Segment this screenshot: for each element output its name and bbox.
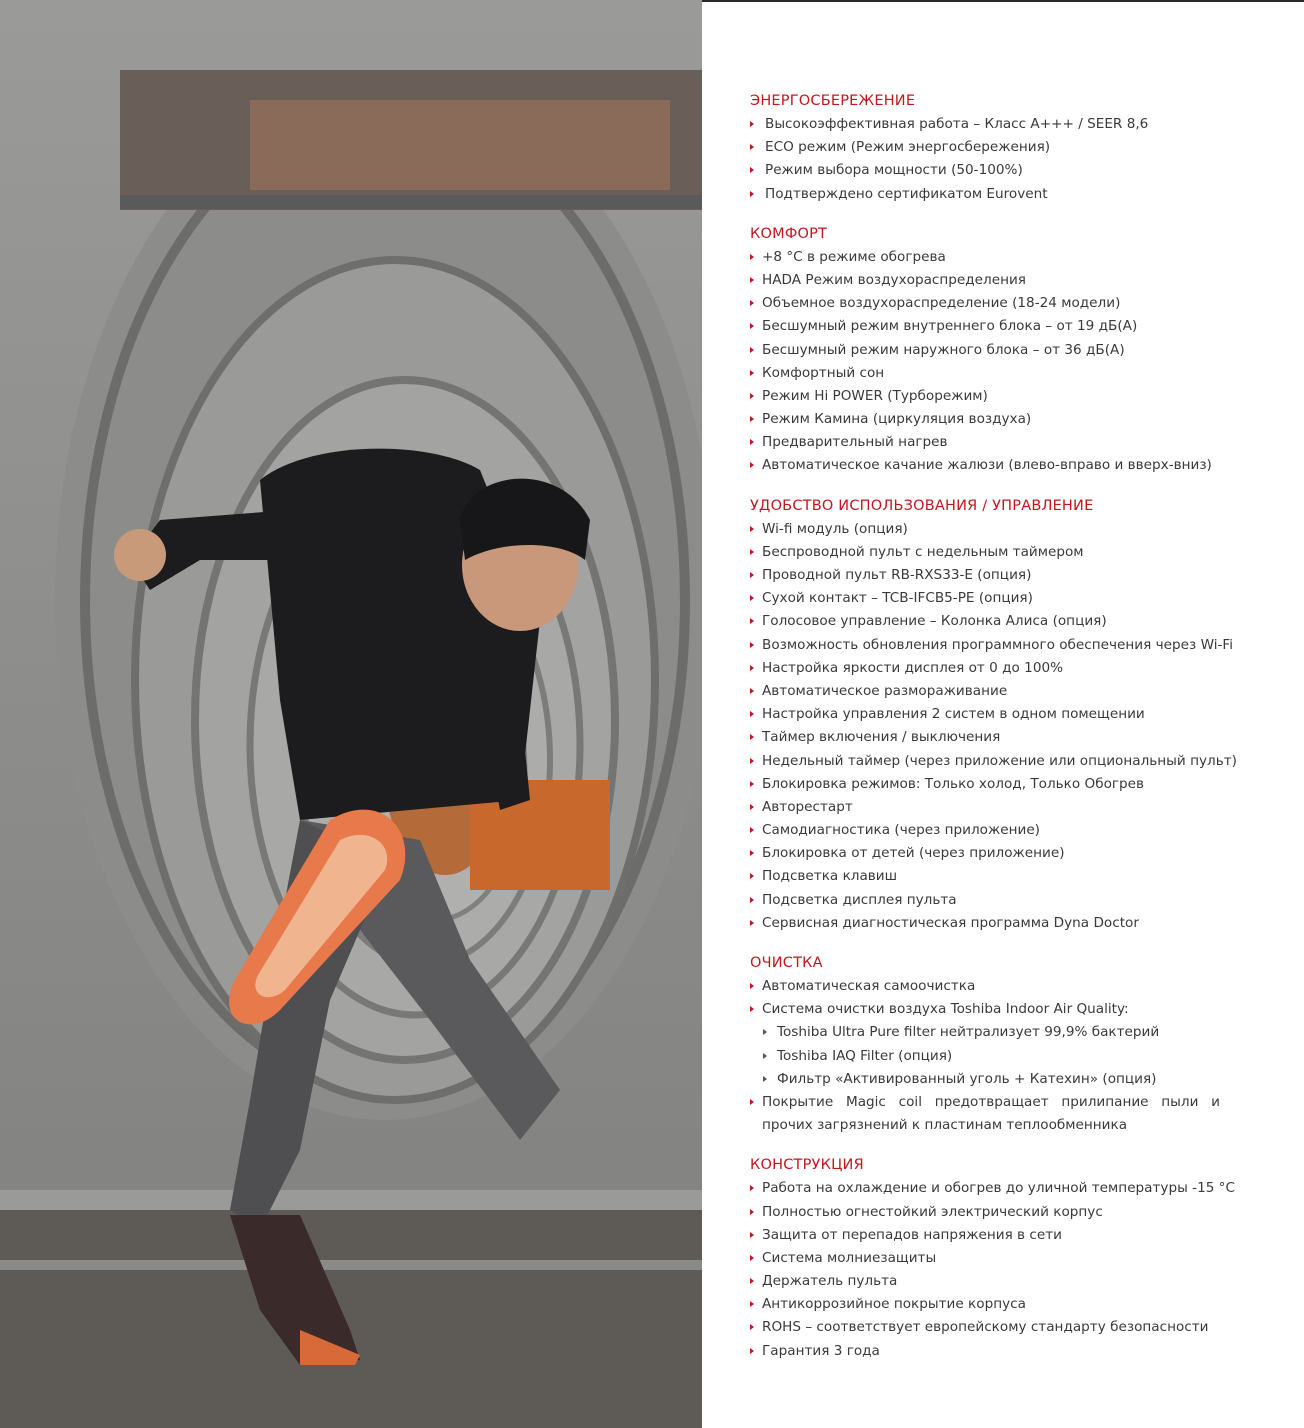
bullet-arrow-icon: [750, 1348, 754, 1354]
bullet-arrow-icon: [750, 1278, 754, 1284]
bullet-arrow-icon: [750, 393, 754, 399]
list-item: [750, 362, 1220, 385]
bullet-arrow-icon: [750, 595, 754, 601]
list-item: [750, 136, 1220, 159]
list-item: [750, 1293, 1220, 1316]
bullet-arrow-icon: [750, 642, 754, 648]
list-item-text: Бесшумный режим внутреннего блока – от 19 дБ(А): [762, 318, 1138, 335]
list-item: [750, 408, 1220, 431]
list-item-text: Гарантия 3 года: [762, 1342, 880, 1359]
sub-bullet-arrow-icon: [763, 1053, 767, 1059]
list-item-text: Фильтр «Активированный уголь + Катехин» (опция): [777, 1070, 1157, 1087]
list-item: [750, 587, 1220, 610]
list-item: [750, 246, 1220, 269]
list-item-text: Голосовое управление – Колонка Алиса (опция): [762, 613, 1107, 630]
list-item-text: ECO режим (Режим энергосбережения): [765, 139, 1051, 156]
feature-list: [750, 518, 1237, 935]
sub-bullet-arrow-icon: [763, 1029, 767, 1035]
section-usability-control: [750, 495, 1237, 935]
list-item: [750, 1340, 1220, 1363]
list-item: [750, 339, 1220, 362]
list-item-text: Самодиагностика (через приложение): [762, 822, 1040, 839]
list-item-text: Подтверждено сертификатом Eurovent: [765, 185, 1048, 202]
list-item-text: Toshiba Ultra Pure filter нейтрализует 99,9% бактерий: [777, 1024, 1160, 1041]
list-item-text: Настройка управления 2 систем в одном помещении: [762, 706, 1145, 723]
list-item: [750, 183, 1220, 206]
list-item: [750, 912, 1220, 935]
section-title: УДОБСТВО ИСПОЛЬЗОВАНИЯ / УПРАВЛЕНИЕ: [750, 497, 1094, 514]
list-item-text: Проводной пульт RB-RXS33-E (опция): [762, 567, 1032, 583]
feature-list: [750, 975, 1220, 1137]
list-item-text: +8 °C в режиме обогрева: [762, 248, 946, 265]
section-title: ЭНЕРГОСБЕРЕЖЕНИЕ: [750, 93, 916, 109]
bullet-arrow-icon: [750, 873, 754, 879]
section-title: ОЧИСТКА: [750, 955, 823, 971]
list-item: [750, 431, 1220, 454]
bullet-arrow-icon: [750, 370, 754, 376]
list-item-text: Wi-fi модуль (опция): [762, 520, 908, 537]
list-item: [750, 975, 1220, 998]
list-item: [750, 865, 1220, 888]
list-item-text: Таймер включения / выключения: [762, 729, 1001, 746]
bullet-arrow-icon: [750, 850, 754, 856]
list-item-text: Работа на охлаждение и обогрев до уличной температуры -15 °C: [762, 1180, 1235, 1197]
list-item-text: Блокировка режимов: Только холод, Только Обогрев: [762, 775, 1145, 792]
bullet-arrow-icon: [750, 439, 754, 445]
bullet-arrow-icon: [750, 804, 754, 810]
list-item-text: Подсветка дисплея пульта: [762, 891, 957, 908]
bullet-arrow-icon: [750, 167, 754, 173]
sub-bullet-arrow-icon: [763, 1076, 767, 1082]
bullet-arrow-icon: [750, 920, 754, 926]
bullet-arrow-icon: [750, 1185, 754, 1191]
list-item: [750, 385, 1220, 408]
list-item-text: Недельный таймер (через приложение или опциональный пульт): [762, 752, 1237, 769]
bullet-arrow-icon: [750, 277, 754, 283]
list-item: [750, 657, 1220, 680]
bullet-arrow-icon: [750, 1301, 754, 1307]
bullet-arrow-icon: [750, 144, 754, 150]
bullet-arrow-icon: [750, 665, 754, 671]
list-item-text: Режим Hi POWER (Турборежим): [762, 387, 988, 404]
list-item-text: Высокоэффективная работа – Класс А+++ / SEER 8,6: [765, 116, 1149, 132]
list-item: [750, 819, 1220, 842]
bullet-arrow-icon: [750, 688, 754, 694]
list-item: [750, 610, 1220, 633]
list-item: [750, 889, 1220, 912]
bullet-arrow-icon: [750, 1209, 754, 1215]
section-title: КОМФОРТ: [750, 225, 828, 242]
list-item-text: Полностью огнестойкий электрический корпус: [762, 1203, 1103, 1220]
list-item-text: Автоматическое качание жалюзи (влево-вправо и вверх-вниз): [762, 457, 1212, 474]
list-item-text: Настройка яркости дисплея от 0 до 100%: [762, 659, 1064, 676]
sub-list-item: [750, 1068, 1220, 1091]
feature-list: [750, 1177, 1235, 1363]
bullet-arrow-icon: [750, 1099, 754, 1105]
list-item: [750, 564, 1220, 587]
bullet-arrow-icon: [750, 300, 754, 306]
bullet-arrow-icon: [750, 827, 754, 833]
bullet-arrow-icon: [750, 1232, 754, 1238]
bullet-arrow-icon: [750, 734, 754, 740]
sub-list-item: [750, 1045, 1220, 1068]
list-item: [750, 292, 1220, 315]
list-item-text: Комфортный сон: [762, 364, 885, 381]
list-item: [750, 1091, 1220, 1137]
list-item-text: Режим Камина (циркуляция воздуха): [762, 411, 1032, 428]
bullet-arrow-icon: [750, 526, 754, 532]
list-item-text: HADA Режим воздухораспределения: [762, 271, 1026, 288]
list-item: [750, 726, 1220, 749]
list-item: [750, 1224, 1220, 1247]
bullet-arrow-icon: [750, 549, 754, 555]
section-comfort: [750, 223, 1220, 478]
bullet-arrow-icon: [750, 1255, 754, 1261]
list-item: [750, 541, 1220, 564]
bullet-arrow-icon: [750, 1324, 754, 1330]
list-item: [750, 796, 1220, 819]
bullet-arrow-icon: [750, 462, 754, 468]
bullet-arrow-icon: [750, 572, 754, 578]
feature-list: [750, 113, 1220, 206]
list-item: [750, 1316, 1220, 1339]
list-item: [750, 1201, 1220, 1224]
list-item-text: ROHS – соответствует европейскому стандарту безопасности: [762, 1319, 1209, 1336]
bullet-arrow-icon: [750, 191, 754, 197]
list-item-text: Возможность обновления программного обеспечения через Wi-Fi: [762, 636, 1234, 653]
bullet-arrow-icon: [750, 983, 754, 989]
sub-list-item: [750, 1021, 1220, 1044]
list-item-text: Покрытие Magic coil предотвращает прилипание пыли и прочих загрязнений к пластинам теплообменника: [762, 1093, 1220, 1134]
list-item: [750, 634, 1234, 657]
bullet-arrow-icon: [750, 347, 754, 353]
list-item: [750, 1270, 1220, 1293]
list-item-text: Система молниезащиты: [762, 1249, 937, 1266]
list-item: [750, 998, 1220, 1021]
list-item-text: Сухой контакт – TCB-IFCB5-PE (опция): [762, 590, 1033, 607]
bullet-arrow-icon: [750, 254, 754, 260]
list-item-text: Антикоррозийное покрытие корпуса: [762, 1296, 1026, 1313]
bullet-arrow-icon: [750, 781, 754, 787]
list-item-text: Предварительный нагрев: [762, 434, 948, 451]
list-item-text: Держатель пульта: [762, 1273, 898, 1290]
bullet-arrow-icon: [750, 323, 754, 329]
list-item-text: Автоматическая самоочистка: [762, 978, 976, 994]
bullet-arrow-icon: [750, 758, 754, 764]
list-item-text: Авторестарт: [762, 798, 853, 815]
list-item-text: Система очистки воздуха Toshiba Indoor Air Quality:: [762, 1001, 1129, 1018]
list-item: [750, 315, 1220, 338]
list-item-text: Защита от перепадов напряжения в сети: [762, 1226, 1062, 1243]
list-item: [750, 842, 1220, 865]
list-item-text: Автоматическое размораживание: [762, 682, 1008, 699]
list-item-text: Подсветка клавиш: [762, 868, 898, 885]
bullet-arrow-icon: [750, 711, 754, 717]
list-item-text: Объемное воздухораспределение (18-24 модели): [762, 295, 1121, 312]
list-item: [750, 1177, 1235, 1200]
section-cleaning: [750, 952, 1220, 1137]
list-item: [750, 113, 1220, 136]
section-construction: [750, 1154, 1235, 1363]
list-item: [750, 680, 1220, 703]
list-item: [750, 269, 1220, 292]
list-item-text: Режим выбора мощности (50-100%): [765, 162, 1023, 179]
bullet-arrow-icon: [750, 897, 754, 903]
list-item: [750, 454, 1220, 477]
list-item-text: Бесшумный режим наружного блока – от 36 дБ(А): [762, 341, 1125, 358]
list-item: [750, 1247, 1220, 1270]
list-item-text: Беспроводной пульт с недельным таймером: [762, 543, 1084, 560]
section-energy-saving: [750, 90, 1220, 206]
list-item-text: Блокировка от детей (через приложение): [762, 845, 1065, 862]
features-content: [750, 90, 1237, 1380]
section-title: КОНСТРУКЦИЯ: [750, 1157, 864, 1174]
list-item: [750, 703, 1220, 726]
list-item: [750, 159, 1220, 182]
list-item: [750, 518, 1220, 541]
bullet-arrow-icon: [750, 618, 754, 624]
bullet-arrow-icon: [750, 1006, 754, 1012]
feature-list: [750, 246, 1220, 478]
list-item: [750, 773, 1220, 796]
list-item: [750, 750, 1237, 773]
bullet-arrow-icon: [750, 121, 754, 127]
list-item-text: Toshiba IAQ Filter (опция): [777, 1047, 953, 1064]
list-item-text: Сервисная диагностическая программа Dyna Doctor: [762, 914, 1139, 931]
bullet-arrow-icon: [750, 416, 754, 422]
